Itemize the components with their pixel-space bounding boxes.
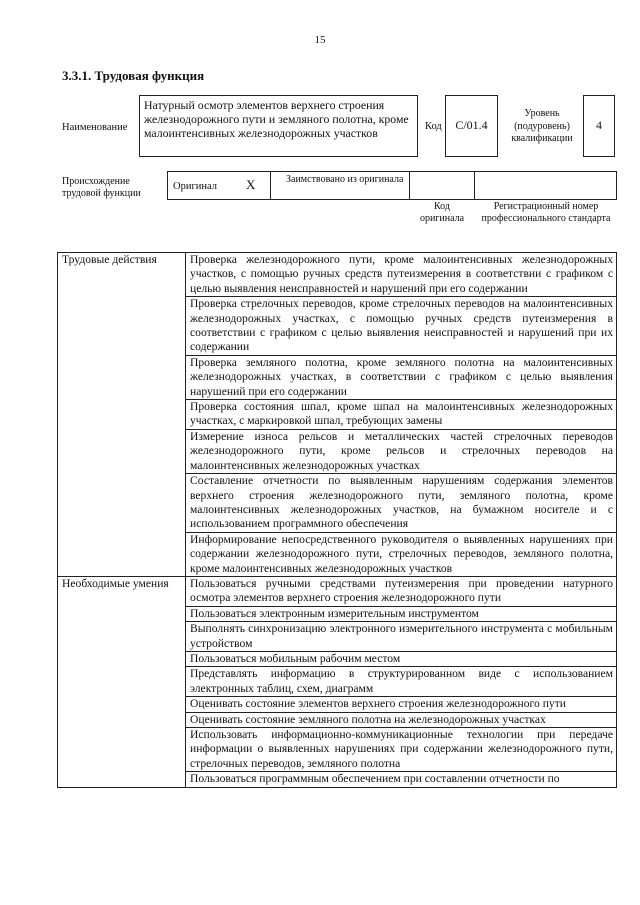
- table-cell: Использовать информационно-коммуникационные технологии при передаче информации о выявленных нарушениях при содержании железнодорожного пути, стрелочных переводов, земляного полотна: [186, 728, 617, 772]
- table-cell: Пользоваться мобильным рабочим местом: [186, 651, 617, 666]
- table-cell: Оценивать состояние земляного полотна на железнодорожных участках: [186, 712, 617, 727]
- table-row: [58, 576, 617, 606]
- section-title: 3.3.1. Трудовая функция: [62, 68, 205, 83]
- code-label: Код: [425, 121, 442, 132]
- reg-number-box: [474, 171, 617, 200]
- name-box: [139, 95, 418, 157]
- code-box: [445, 95, 498, 157]
- table-row: [58, 253, 617, 297]
- table-cell: Измерение износа рельсов и металлических частей стрелочных переводов железнодорожного пути, кроме рельсов и стрелочных переводов на малоинтенсивных железнодорожных участках: [186, 429, 617, 473]
- reg-number-label: Регистрационный номер профессионального стандарта: [481, 201, 611, 224]
- table-cell: Пользоваться ручными средствами путеизмерения при проведении натурного осмотра элементов верхнего строения железнодорожного пути: [186, 576, 617, 606]
- table-cell: Пользоваться электронным измерительным инструментом: [186, 606, 617, 621]
- level-box: [583, 95, 615, 157]
- level-label: Уровень (подуровень) квалификации: [511, 108, 573, 144]
- level-value: 4: [596, 118, 602, 132]
- table-cell: Оценивать состояние элементов верхнего строения железнодорожного пути: [186, 697, 617, 712]
- page-number: 15: [314, 34, 326, 46]
- section-label: Трудовые действия: [58, 253, 186, 577]
- code-original-box: [409, 171, 475, 200]
- original-mark: X: [246, 177, 256, 192]
- code-original-label: Код оригинала: [419, 201, 465, 224]
- table-cell: Выполнять синхронизацию электронного измерительного инструмента с мобильным устройством: [186, 622, 617, 652]
- table-cell: Составление отчетности по выявленным нарушениям содержания элементов верхнего строения железнодорожного пути, земляного полотна, кроме малоинтенсивных железнодорожных участков, на бумажном носителе и с использованием программного обеспечения: [186, 474, 617, 533]
- table-cell: Проверка стрелочных переводов, кроме стрелочных переводов на малоинтенсивных железнодорожных участках, с помощью ручных средств путеизмерения в соответствии с графиком с целью выявления неисправностей и нарушений при их содержании: [186, 297, 617, 356]
- code-value: C/01.4: [455, 118, 488, 132]
- origin-label: Происхождение трудовой функции: [62, 176, 141, 199]
- function-table: [57, 252, 617, 788]
- original-box: [167, 171, 271, 200]
- borrowed-box: [270, 171, 410, 200]
- name-value: Натурный осмотр элементов верхнего строения железнодорожного пути и земляного полотна, кроме малоинтенсивных железнодорожных участков: [144, 98, 409, 140]
- borrowed-label: Заимствовано из оригинала: [286, 174, 404, 185]
- table-cell: Информирование непосредственного руководителя о выявленных нарушениях при содержании железнодорожного пути, стрелочных переводов, земляного полотна, кроме малоинтенсивных железнодорожных участков: [186, 532, 617, 576]
- table-cell: Проверка состояния шпал, кроме шпал на малоинтенсивных железнодорожных участках, с маркировкой шпал, требующих замены: [186, 400, 617, 430]
- table-cell: Проверка земляного полотна, кроме земляного полотна на малоинтенсивных железнодорожных участках, в соответствии с графиком с целью выявления нарушений при его содержании: [186, 355, 617, 399]
- section-label: Необходимые умения: [58, 576, 186, 787]
- table-cell: Проверка железнодорожного пути, кроме малоинтенсивных железнодорожных участков, с помощью ручных средств путеизмерения в соответствии с графиком с целью выявления неисправностей и нарушений при его содержании: [186, 253, 617, 297]
- original-label: Оригинал: [173, 181, 217, 192]
- table-cell: Пользоваться программным обеспечением при составлении отчетности по: [186, 772, 617, 787]
- name-label: Наименование: [62, 122, 128, 133]
- table-cell: Представлять информацию в структурированном виде с использованием электронных таблиц, схем, диаграмм: [186, 667, 617, 697]
